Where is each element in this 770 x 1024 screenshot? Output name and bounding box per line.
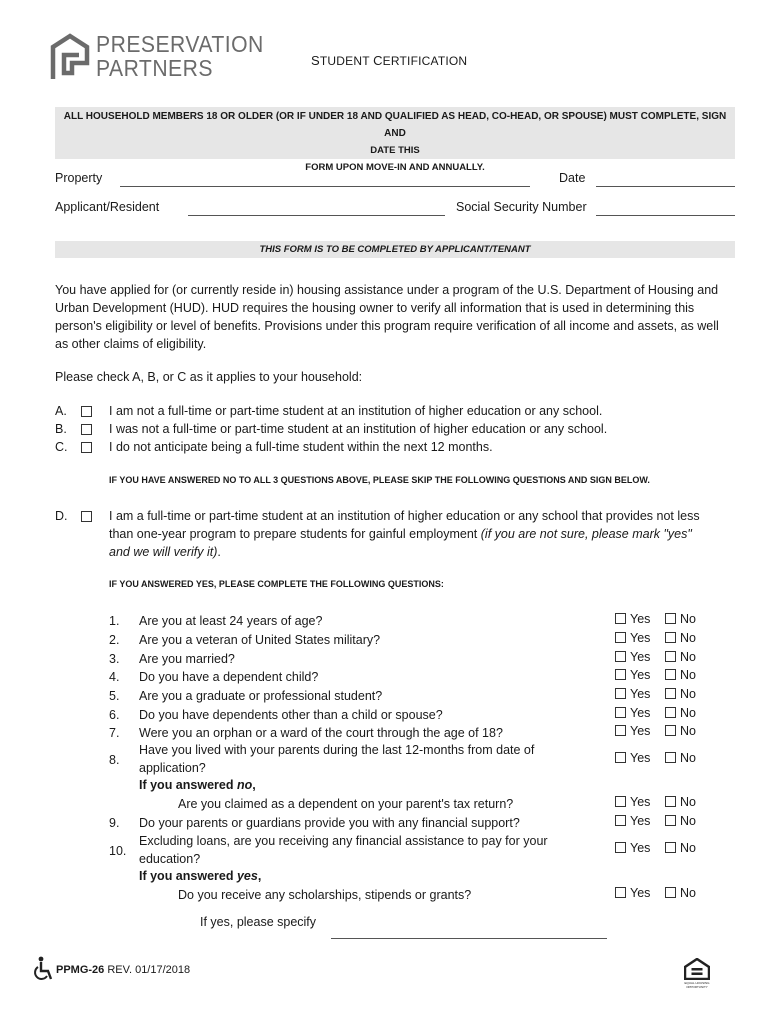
question-7-yes-option[interactable]: Yes [615, 724, 650, 738]
question-8-text-line-1: Have you lived with your parents during the last 12-months from date of [139, 743, 535, 757]
intro-paragraph: You have applied for (or currently reside in) housing assistance under a program of the U.S. Department of Housing and Urban Development (HUD). HUD requires the housing owner to verify all information that is used in determining this person's eligibility or level of benefits. Provisions under this program require verification of all income and assets, as well as other claims of eligibility. [55, 283, 719, 351]
question-7-no-option[interactable]: No [665, 724, 696, 738]
ssn-label: Social Security Number [456, 200, 587, 214]
applicant-field[interactable] [188, 215, 445, 216]
option-d-line-2: than one-year program to prepare students for gainful employment (if you are not sure, please mark "yes" [109, 527, 692, 541]
checkbox-icon[interactable] [615, 632, 626, 643]
completion-banner: THIS FORM IS TO BE COMPLETED BY APPLICANT/TENANT [55, 241, 735, 258]
option-d-checkbox[interactable] [81, 511, 92, 522]
question-7-text: Were you an orphan or a ward of the court through the age of 18? [139, 726, 503, 740]
equal-housing-logo [680, 958, 714, 990]
question-9-no-option[interactable]: No [665, 814, 696, 828]
property-label: Property [55, 171, 103, 185]
logo-line-2: PARTNERS [96, 55, 213, 81]
question-10-text-line-2: education? [139, 852, 201, 866]
question-8-number: 8. [109, 753, 120, 767]
checkbox-icon[interactable] [665, 815, 676, 826]
yes-note: IF YOU ANSWERED YES, PLEASE COMPLETE THE FOLLOWING QUESTIONS: [109, 579, 444, 589]
checkbox-icon[interactable] [615, 669, 626, 680]
question-4-number: 4. [109, 670, 120, 684]
date-label: Date [559, 171, 586, 185]
question-4-yes-option[interactable]: Yes [615, 668, 650, 682]
question-5-yes-option[interactable]: Yes [615, 687, 650, 701]
question-5-number: 5. [109, 689, 120, 703]
ssn-field[interactable] [596, 215, 735, 216]
question-6-number: 6. [109, 708, 120, 722]
option-a-text: I am not a full-time or part-time student at an institution of higher education or any school. [109, 404, 603, 418]
question-1-no-option[interactable]: No [665, 612, 696, 626]
question-3-no-option[interactable]: No [665, 650, 696, 664]
if-yes-question-yes-option[interactable]: Yes [615, 886, 650, 900]
skip-note: IF YOU HAVE ANSWERED NO TO ALL 3 QUESTIONS ABOVE, PLEASE SKIP THE FOLLOWING QUESTIONS AND SIGN BELOW. [109, 475, 650, 485]
checkbox-icon[interactable] [665, 651, 676, 662]
if-no-question-no-option[interactable]: No [665, 795, 696, 809]
checkbox-icon[interactable] [665, 688, 676, 699]
specify-label: If yes, please specify [200, 915, 317, 929]
if-no-header: If you answered no, [139, 778, 256, 792]
question-6-no-option[interactable]: No [665, 706, 696, 720]
if-no-question-yes-option[interactable]: Yes [615, 795, 650, 809]
form-code: PPMG-26 REV. 01/17/2018 [56, 964, 191, 976]
question-2-no-option[interactable]: No [665, 631, 696, 645]
banner-line-1: ALL HOUSEHOLD MEMBERS 18 OR OLDER (OR IF UNDER 18 AND QUALIFIED AS HEAD, CO-HEAD, OR SPOUSE) MUST COMPLETE, SIGN AND [63, 111, 727, 139]
question-5-text: Are you a graduate or professional student? [139, 689, 383, 703]
question-9-number: 9. [109, 816, 120, 830]
option-d-letter: D. [55, 509, 68, 523]
checkbox-icon[interactable] [665, 725, 676, 736]
option-c-text: I do not anticipate being a full-time student within the next 12 months. [109, 440, 493, 454]
question-8-text-line-2: application? [139, 761, 206, 775]
checkbox-icon[interactable] [615, 842, 626, 853]
option-d-line-1: I am a full-time or part-time student at an institution of higher education or any school that provides not less [109, 509, 700, 523]
equal-housing-icon [684, 958, 710, 980]
checkbox-icon[interactable] [665, 752, 676, 763]
if-no-question: Are you claimed as a dependent on your parent's tax return? [178, 797, 514, 811]
date-field[interactable] [596, 186, 735, 187]
question-4-no-option[interactable]: No [665, 668, 696, 682]
checkbox-icon[interactable] [665, 613, 676, 624]
question-6-yes-option[interactable]: Yes [615, 706, 650, 720]
wheelchair-icon [32, 956, 54, 982]
question-3-text: Are you married? [139, 652, 235, 666]
instruction-banner [55, 107, 735, 173]
question-4-text: Do you have a dependent child? [139, 670, 319, 684]
option-b-checkbox[interactable] [81, 424, 92, 435]
applicant-label: Applicant/Resident [55, 200, 160, 214]
question-10-no-option[interactable]: No [665, 841, 696, 855]
checkbox-icon[interactable] [665, 842, 676, 853]
option-a-checkbox[interactable] [81, 406, 92, 417]
checkbox-icon[interactable] [615, 707, 626, 718]
logo-mark-icon [50, 33, 90, 81]
banner-line-3: FORM UPON MOVE-IN AND ANNUALLY. [305, 162, 485, 173]
question-10-number: 10. [109, 844, 127, 858]
question-1-number: 1. [109, 614, 120, 628]
company-logo [50, 31, 264, 85]
question-2-text: Are you a veteran of United States military? [139, 633, 381, 647]
option-b-letter: B. [55, 422, 67, 436]
if-yes-question: Do you receive any scholarships, stipends or grants? [178, 888, 472, 902]
checkbox-icon[interactable] [665, 669, 676, 680]
if-yes-question-no-option[interactable]: No [665, 886, 696, 900]
question-7-number: 7. [109, 726, 120, 740]
checkbox-icon[interactable] [615, 725, 626, 736]
option-a-letter: A. [55, 404, 67, 418]
banner-line-2: DATE THIS [370, 145, 420, 156]
checkbox-icon[interactable] [665, 887, 676, 898]
checkbox-icon[interactable] [665, 632, 676, 643]
checkbox-icon[interactable] [615, 796, 626, 807]
equal-housing-text: EQUAL HOUSING OPPORTUNITY [684, 981, 710, 989]
if-yes-header: If you answered yes, [139, 869, 262, 883]
question-1-text: Are you at least 24 years of age? [139, 614, 323, 628]
page-title: STUDENT CERTIFICATION [311, 53, 468, 68]
question-6-text: Do you have dependents other than a child or spouse? [139, 708, 443, 722]
logo-text [96, 32, 264, 80]
question-8-no-option[interactable]: No [665, 751, 696, 765]
question-5-no-option[interactable]: No [665, 687, 696, 701]
check-prompt: Please check A, B, or C as it applies to your household: [55, 370, 363, 384]
checkbox-icon[interactable] [615, 651, 626, 662]
option-d-line-3: and we will verify it). [109, 545, 221, 559]
checkbox-icon[interactable] [665, 796, 676, 807]
checkbox-icon[interactable] [665, 707, 676, 718]
question-1-yes-option[interactable]: Yes [615, 612, 650, 626]
question-2-number: 2. [109, 633, 120, 647]
checkbox-icon[interactable] [615, 688, 626, 699]
checkbox-icon[interactable] [615, 613, 626, 624]
option-c-checkbox[interactable] [81, 442, 92, 453]
option-b-text: I was not a full-time or part-time student at an institution of higher education or any school. [109, 422, 608, 436]
specify-field[interactable] [331, 938, 607, 939]
question-9-yes-option[interactable]: Yes [615, 814, 650, 828]
question-10-yes-option[interactable]: Yes [615, 841, 650, 855]
question-8-yes-option[interactable]: Yes [615, 751, 650, 765]
question-3-yes-option[interactable]: Yes [615, 650, 650, 664]
question-2-yes-option[interactable]: Yes [615, 631, 650, 645]
option-c-letter: C. [55, 440, 68, 454]
question-10-text-line-1: Excluding loans, are you receiving any financial assistance to pay for your [139, 834, 548, 848]
property-field[interactable] [120, 186, 530, 187]
checkbox-icon[interactable] [615, 752, 626, 763]
logo-line-1: PRESERVATION [96, 31, 264, 57]
question-3-number: 3. [109, 652, 120, 666]
question-9-text: Do your parents or guardians provide you with any financial support? [139, 816, 520, 830]
checkbox-icon[interactable] [615, 815, 626, 826]
checkbox-icon[interactable] [615, 887, 626, 898]
